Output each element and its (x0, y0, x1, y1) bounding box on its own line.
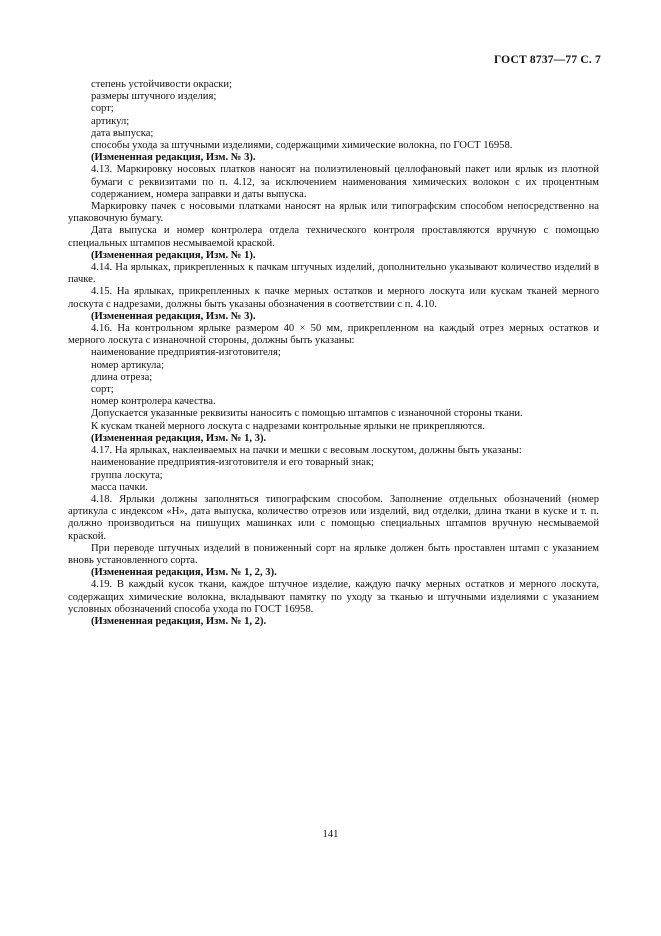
amendment-note: (Измененная редакция, Изм. № 1, 2). (91, 615, 267, 627)
list-item: способы ухода за штучными изделиями, содержащими химические волокна, по ГОСТ 16958. (91, 140, 513, 152)
list-item: сорт; (91, 103, 114, 115)
list-item: степень устойчивости окраски; (91, 79, 233, 90)
amendment-note: (Измененная редакция, Изм. № 3). (91, 152, 256, 164)
paragraph: Дата выпуска и номер контролера отдела технического контроля проставляются вручную с помощью специальных штампов несмываемой краской. (68, 225, 599, 249)
list-item: масса пачки. (91, 481, 148, 493)
list-item: дата выпуска; (91, 127, 154, 139)
page-header: ГОСТ 8737—77 С. 7 (493, 54, 601, 66)
list-item: длина отреза; (91, 371, 153, 383)
list-item: номер артикула; (91, 359, 165, 371)
list-item: сорт; (91, 384, 114, 396)
list-item: Допускается указанные реквизиты наносить с помощью штампов с изнаночной стороны ткани. (91, 408, 523, 420)
document-body (68, 79, 599, 628)
list-item: наименование предприятия-изготовителя и его товарный знак; (91, 457, 374, 469)
amendment-note: (Измененная редакция, Изм. № 1). (91, 249, 256, 261)
amendment-note: (Измененная редакция, Изм. № 1, 3). (91, 432, 267, 444)
list-item: наименование предприятия-изготовителя; (91, 347, 281, 359)
paragraph: Маркировку пачек с носовыми платками наносят на ярлык или типографским способом непосредственно на упаковочную бумагу. (68, 201, 599, 225)
paragraph: 4.16. На контрольном ярлыке размером 40 × 50 мм, прикрепленном на каждый отрез мерных остатков и мерного лоскута с изнаночной стороны, должны быть указаны: (68, 323, 599, 347)
paragraph: 4.13. Маркировку носовых платков наносят на полиэтиленовый целлофановый пакет или ярлык из плотной бумаги с реквизитами по п. 4.12, за исключением наименования химических волокон с их процентным содержанием, номера заправки и даты выпуска. (91, 164, 599, 200)
list-item: номер контролера качества. (91, 396, 216, 408)
page-number: 141 (322, 829, 339, 840)
amendment-note: (Измененная редакция, Изм. № 3). (91, 310, 256, 322)
list-item: артикул; (91, 115, 130, 127)
amendment-note: (Измененная редакция, Изм. № 1, 2, 3). (91, 567, 277, 579)
paragraph: При переводе штучных изделий в пониженный сорт на ярлыке должен быть проставлен штамп с указанием вновь установленного сорта. (68, 542, 599, 566)
list-item: 4.17. На ярлыках, наклеиваемых на пачки и мешки с весовым лоскутом, должны быть указаны: (91, 445, 522, 457)
paragraph: 4.19. В каждый кусок ткани, каждое штучное изделие, каждую пачку мерных остатков и мерного лоскута, содержащих химические волокна, вкладывают памятку по уходу за тканью и штучными изделиями с указанием условных обозначений способа ухода по ГОСТ 16958. (68, 579, 599, 615)
list-item: размеры штучного изделия; (91, 91, 217, 103)
paragraph: 4.18. Ярлыки должны заполняться типографским способом. Заполнение отдельных обозначений (номер артикула с индексом «Н», дата выпуска, количество отрезов или изделий, вид отделки, длина ткани в куске и т. п. должно производиться на пишущих машинках или с помощью специальных штампов вручную несмываемой краской. (68, 493, 599, 542)
paragraph: 4.14. На ярлыках, прикрепленных к пачкам штучных изделий, дополнительно указывают количество изделий в пачке. (68, 262, 599, 286)
list-item: К кускам тканей мерного лоскута с надрезами контрольные ярлыки не прикрепляются. (91, 420, 485, 432)
list-item: группа лоскута; (91, 469, 163, 481)
paragraph: 4.15. На ярлыках, прикрепленных к пачке мерных остатков и мерного лоскута или кускам тканей мерного лоскута с надрезами, должны быть указаны обозначения в соответствии с п. 4.10. (68, 286, 599, 310)
